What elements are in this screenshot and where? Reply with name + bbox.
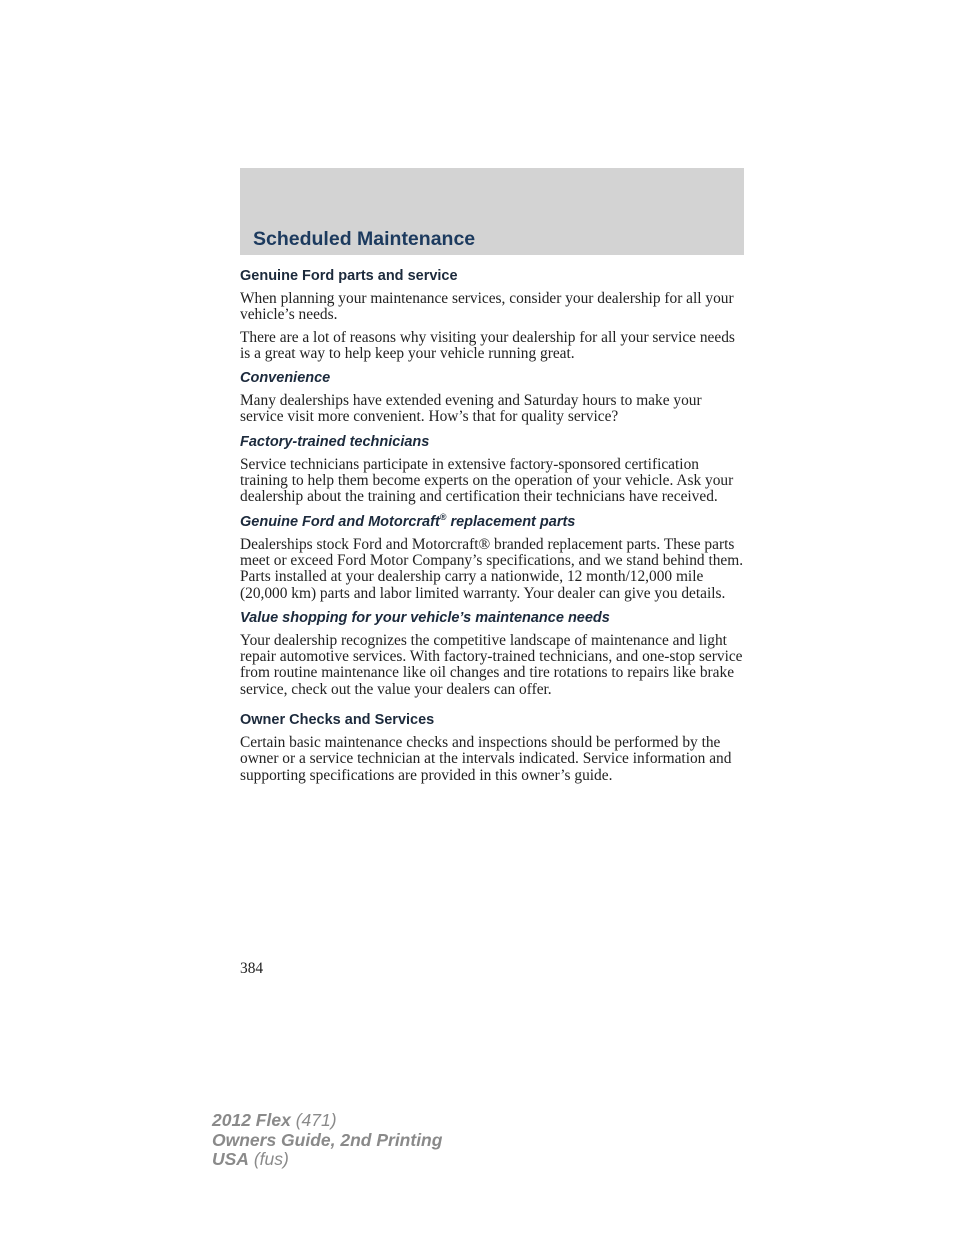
page-number: 384 xyxy=(240,960,264,977)
section-header-band xyxy=(240,168,744,255)
heading-parts-pre: Genuine Ford and Motorcraft xyxy=(240,513,440,530)
footer-market: USA xyxy=(212,1149,249,1169)
heading-parts-post: replacement parts xyxy=(446,513,576,530)
registered-mark: ® xyxy=(439,511,447,522)
paragraph-value-shopping: Your dealership recognizes the competitive landscape of maintenance and light repair automotive services. With factory-trained technicians, and one-stop service from routine maintenance like oil changes and tire rotations to repairs like brake service, check out the value your dealers can offer. xyxy=(240,631,743,698)
footer-model-code: (471) xyxy=(295,1110,337,1130)
footer-market-code: (fus) xyxy=(253,1149,289,1169)
heading-genuine-parts: Genuine Ford parts and service xyxy=(240,268,458,284)
main-content xyxy=(240,267,746,784)
document-footer xyxy=(212,1111,442,1170)
heading-technicians: Factory-trained technicians xyxy=(240,433,430,450)
paragraph-replacement-parts: Dealerships stock Ford and Motorcraft® branded replacement parts. These parts meet or exceed Ford Motor Company’s specifications, and we stand behind them. Parts installed at your dealership carry a nationwide, 12 month/12,000 mile (20,000 km) parts and labor limited warranty. Your dealer can give you details. xyxy=(240,535,744,602)
heading-value-shopping: Value shopping for your vehicle’s maintenance needs xyxy=(240,609,610,626)
paragraph-genuine-2: There are a lot of reasons why visiting your dealership for all your service needs is a great way to help keep your vehicle running great. xyxy=(240,328,735,362)
heading-convenience: Convenience xyxy=(240,370,331,387)
footer-line-guide: Owners Guide, 2nd Printing xyxy=(212,1129,443,1150)
heading-replacement-parts xyxy=(240,513,746,531)
paragraph-technicians: Service technicians participate in extensive factory-sponsored certification training to help them become experts on the operation of your vehicle. Ask your dealership about the training and certification their technicians have received. xyxy=(240,455,734,506)
page-title: Scheduled Maintenance xyxy=(253,228,476,250)
paragraph-convenience: Many dealerships have extended evening and Saturday hours to make your service visit more convenient. How’s that for quality service? xyxy=(240,392,702,426)
footer-model: 2012 Flex xyxy=(212,1110,291,1130)
footer-line-market xyxy=(212,1150,442,1170)
paragraph-owner-checks: Certain basic maintenance checks and inspections should be performed by the owner or a service technician at the intervals indicated. Service information and supporting specifications are provided in this owner’s guide. xyxy=(240,734,732,784)
paragraph-genuine-1: When planning your maintenance services, consider your dealership for all your vehicle’s needs. xyxy=(240,290,734,324)
footer-line-model xyxy=(212,1111,442,1131)
heading-owner-checks: Owner Checks and Services xyxy=(240,712,435,729)
